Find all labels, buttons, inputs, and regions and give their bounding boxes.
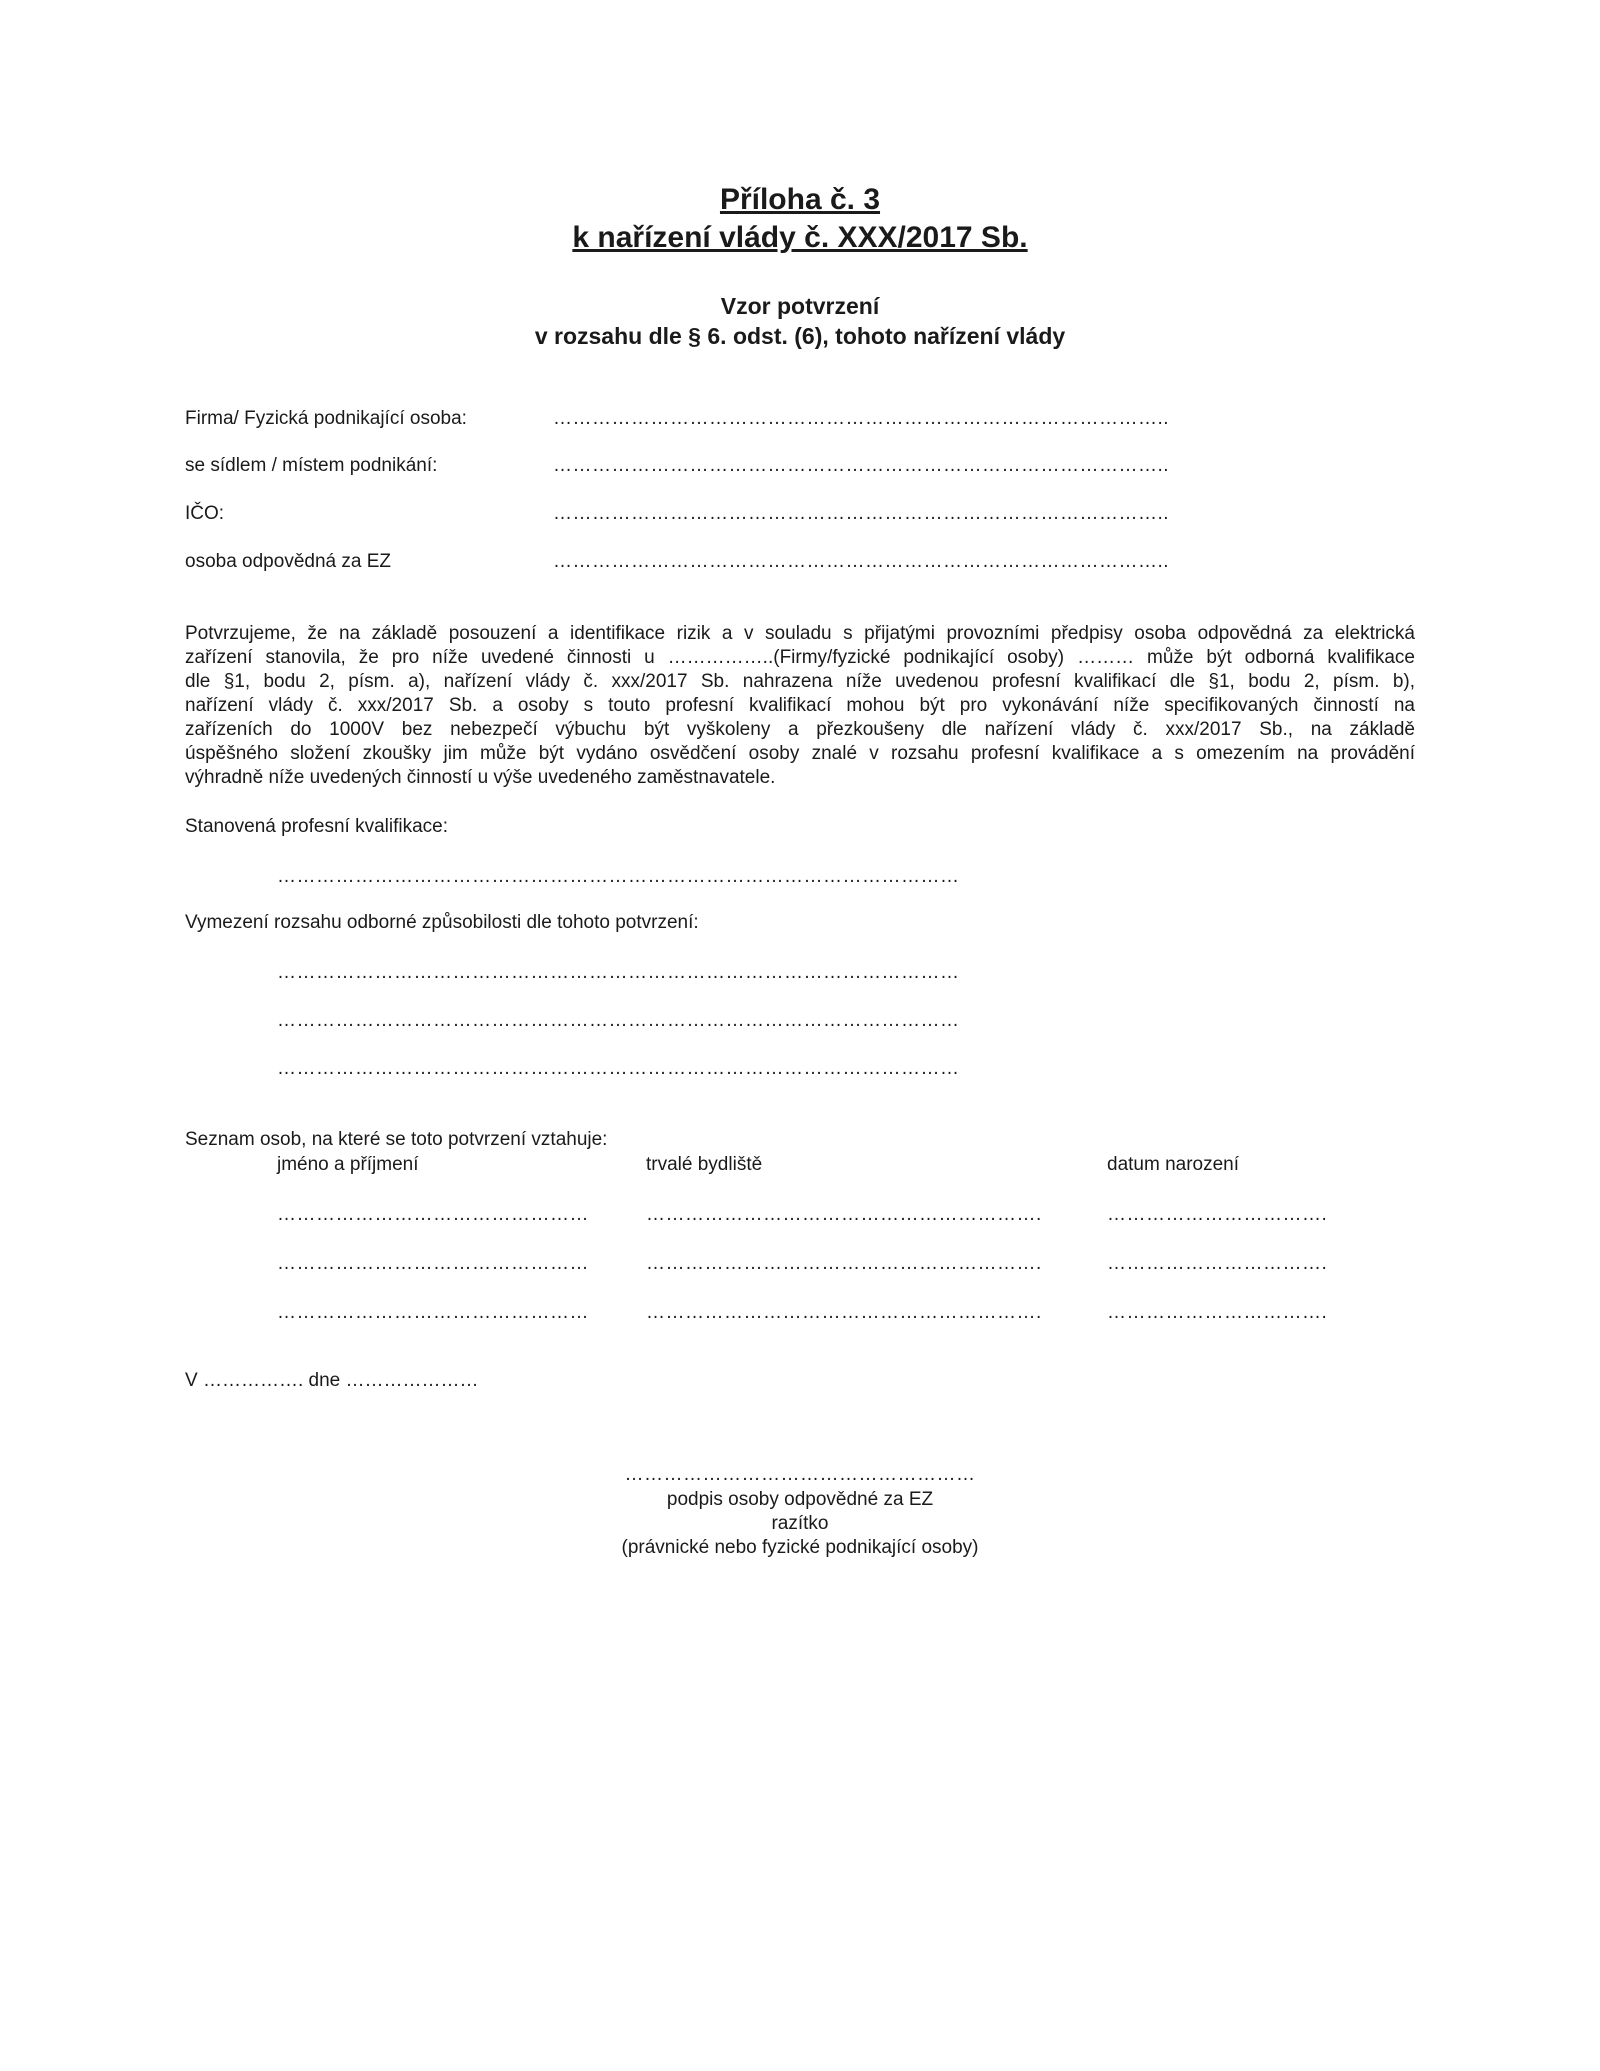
persons-col-residence: trvalé bydliště [646,1154,763,1175]
place-date-line: V ……………. dne ………………… [185,1370,479,1391]
qualification-blank: …………………………………………………………………………………………… [277,866,960,887]
field-label-address: se sídlem / místem podnikání: [185,455,438,476]
paragraph-line: dle §1, bodu 2, písm. a), nařízení vlády č. xxx/2017 Sb. nahrazena níže uvedenou profesní kvalifikací dle §1, bodu 2, písm. b), [185,671,1415,692]
paragraph-line: Potvrzujeme, že na základě posouzení a identifikace rizik a v souladu s přijatými provozními předpisy osoba odpovědná za elektrická [185,623,1415,644]
signature-line: ……………………………………………… [624,1464,976,1485]
field-blank-company: ………………………………………………………………………………….. [553,408,1170,429]
persons-col-name: jméno a příjmení [277,1154,419,1175]
persons-col-birthdate: datum narození [1107,1154,1240,1175]
person-name-blank: ………………………………………… [277,1302,589,1323]
paragraph-line: zařízení stanovila, že pro níže uvedené činnosti u ……………..(Firmy/fyzické podnikající osoby) ……… může být odborná kvalifikace [185,647,1415,668]
person-residence-blank: ……………………………………………………. [646,1253,1042,1274]
field-blank-ico: ………………………………………………………………………………….. [553,503,1170,524]
stamp-label: razítko [771,1513,829,1534]
qualification-label: Stanovená profesní kvalifikace: [185,816,448,837]
person-name-blank: ………………………………………… [277,1253,589,1274]
paragraph-line: úspěšného složení zkoušky jim může být vydáno osvědčení osoby znalé v rozsahu profesní kvalifikace a s omezením na provádění [185,743,1415,764]
person-name-blank: ………………………………………… [277,1204,589,1225]
person-birthdate-blank: ……………………………. [1107,1302,1328,1323]
signature-title: podpis osoby odpovědné za EZ [666,1489,934,1510]
regulation-title: k nařízení vlády č. XXX/2017 Sb. [572,221,1028,254]
scope-blank-line: …………………………………………………………………………………………… [277,962,960,983]
person-residence-blank: ……………………………………………………. [646,1204,1042,1225]
field-blank-responsible: ………………………………………………………………………………….. [553,551,1170,572]
field-label-responsible: osoba odpovědná za EZ [185,551,391,572]
field-label-ico: IČO: [185,503,225,524]
persons-label: Seznam osob, na které se toto potvrzení vztahuje: [185,1129,608,1150]
annex-title: Příloha č. 3 [719,183,881,216]
form-title: Vzor potvrzení [720,293,880,319]
person-birthdate-blank: ……………………………. [1107,1253,1328,1274]
paragraph-line: výhradně níže uvedených činností u výše uvedeného zaměstnavatele. [185,767,776,788]
field-label-company: Firma/ Fyzická podnikající osoba: [185,408,467,429]
confirmation-paragraph [185,622,1415,790]
signature-note: (právnické nebo fyzické podnikající osoby) [621,1537,979,1558]
person-residence-blank: ……………………………………………………. [646,1302,1042,1323]
scope-blank-line: …………………………………………………………………………………………… [277,1010,960,1031]
field-blank-address: ………………………………………………………………………………….. [553,455,1170,476]
form-subtitle: v rozsahu dle § 6. odst. (6), tohoto nařízení vlády [534,323,1066,349]
scope-label: Vymezení rozsahu odborné způsobilosti dle tohoto potvrzení: [185,912,699,933]
paragraph-line: nařízení vlády č. xxx/2017 Sb. a osoby s touto profesní kvalifikací mohou být pro vykonávání níže specifikovaných činností na [185,695,1415,716]
person-birthdate-blank: ……………………………. [1107,1204,1328,1225]
paragraph-line: zařízeních do 1000V bez nebezpečí výbuchu být vyškoleny a přezkoušeny dle nařízení vlády č. xxx/2017 Sb., na základě [185,719,1415,740]
scope-blank-line: …………………………………………………………………………………………… [277,1058,960,1079]
